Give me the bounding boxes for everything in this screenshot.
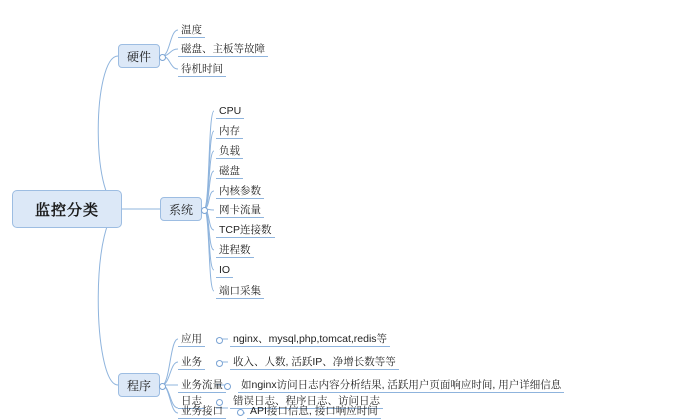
branch-program-connector-dot — [159, 383, 166, 390]
leaf-system-disk[interactable]: 磁盘 — [216, 164, 243, 179]
program-business-traffic-dot — [224, 383, 231, 390]
detail-program-application[interactable]: nginx、mysql,php,tomcat,redis等 — [230, 332, 390, 347]
program-business-interface-dot — [237, 409, 244, 416]
leaf-program-business-interface[interactable]: 业务接口 — [178, 404, 226, 419]
leaf-program-log[interactable]: 日志 — [178, 394, 205, 409]
leaf-hardware-disk-mainboard-fault[interactable]: 磁盘、主板等故障 — [178, 42, 268, 57]
branch-hardware[interactable]: 硬件 — [118, 44, 160, 68]
leaf-system-tcp-connections[interactable]: TCP连接数 — [216, 223, 275, 238]
leaf-system-load[interactable]: 负载 — [216, 144, 243, 159]
leaf-system-io[interactable]: IO — [216, 263, 233, 278]
leaf-system-memory[interactable]: 内存 — [216, 124, 243, 139]
detail-program-business[interactable]: 收入、人数, 活跃IP、净增长数等等 — [230, 355, 399, 370]
program-business-dot — [216, 360, 223, 367]
leaf-system-cpu[interactable]: CPU — [216, 104, 244, 119]
leaf-program-business[interactable]: 业务 — [178, 355, 205, 370]
leaf-program-business-traffic[interactable]: 业务流量 — [178, 378, 226, 393]
branch-program[interactable]: 程序 — [118, 373, 160, 397]
leaf-system-process-count[interactable]: 进程数 — [216, 243, 254, 258]
detail-program-log[interactable]: 错误日志、程序日志、访问日志 — [230, 394, 383, 409]
leaf-system-nic-traffic[interactable]: 网卡流量 — [216, 203, 264, 218]
detail-program-business-traffic[interactable]: 如nginx访问日志内容分析结果, 活跃用户页面响应时间, 用户详细信息 — [238, 378, 564, 393]
leaf-hardware-temperature[interactable]: 温度 — [178, 23, 205, 38]
mindmap-root[interactable]: 监控分类 — [12, 190, 122, 228]
leaf-program-application[interactable]: 应用 — [178, 332, 205, 347]
branch-system-connector-dot — [201, 207, 208, 214]
program-application-dot — [216, 337, 223, 344]
leaf-hardware-standby-time[interactable]: 待机时间 — [178, 62, 226, 77]
leaf-system-kernel-params[interactable]: 内核参数 — [216, 184, 264, 199]
branch-hardware-connector-dot — [159, 54, 166, 61]
leaf-system-port-collection[interactable]: 端口采集 — [216, 284, 264, 299]
detail-program-business-interface[interactable]: API接口信息, 接口响应时间 — [247, 404, 381, 419]
branch-system[interactable]: 系统 — [160, 197, 202, 221]
